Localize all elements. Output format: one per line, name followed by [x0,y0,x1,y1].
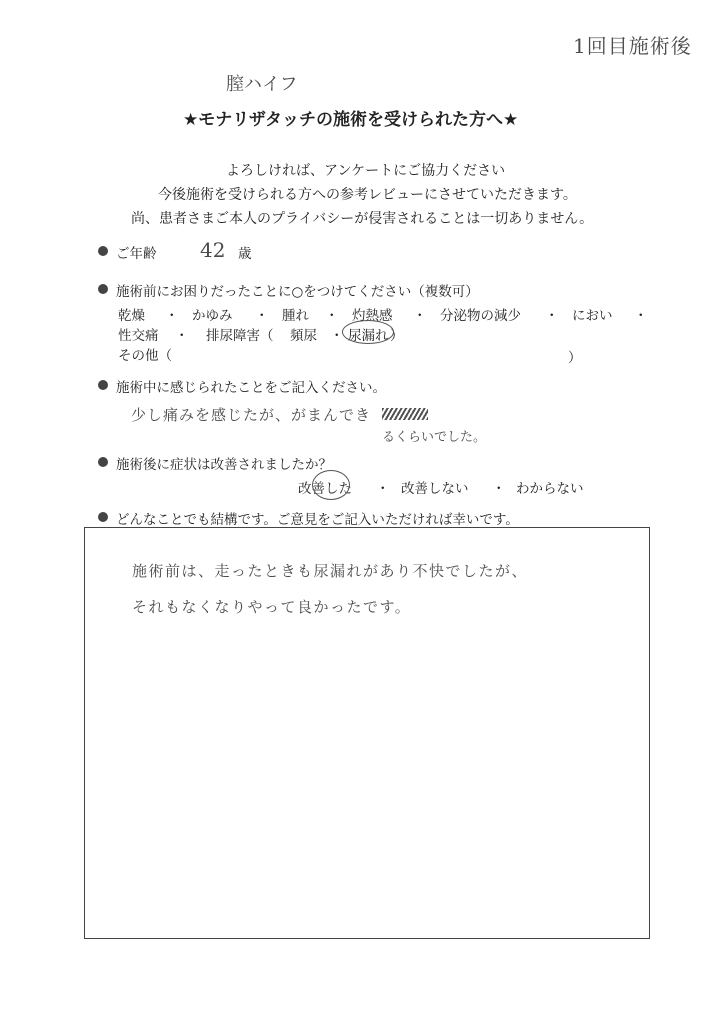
option-discharge-decrease[interactable]: 分泌物の減少 [440,308,521,324]
corner-note: 1回目施術後 [573,34,692,58]
separator: ・ [325,308,339,324]
option-burning[interactable]: 灼熱感 [352,308,393,324]
separator: ・ [634,308,648,324]
before-question: 施術前にお困りだったことに○をつけてください（複数可） [116,284,479,300]
close-paren: ） [390,328,404,344]
option-odor[interactable]: におい [572,308,613,324]
separator: ・ [492,481,506,497]
intro-line-2: 今後施術を受けられる方への参考レビューにさせていただきます。 [158,187,577,203]
comment-question: どんなことでも結構です。ご意見をご記入いただければ幸いです。 [116,512,519,528]
during-answer-line-1: 少し痛みを感じたが、がまんでき [131,406,372,424]
during-answer-line-2: るくらいでした。 [382,430,487,445]
option-dryness[interactable]: 乾燥 [118,308,145,324]
circled-urine-leakage-mark [342,320,394,344]
bullet-age [98,246,108,256]
separator: ・ [175,328,189,344]
age-answer: 42 [200,238,226,262]
bullet-after [98,457,108,467]
other-close: ） [568,350,582,366]
intro-line-3: 尚、患者さまご本人のプライバシーが侵害されることは一切ありません。 [131,211,594,227]
separator: ・ [376,481,390,497]
bullet-comment [98,512,108,522]
other-open: その他（ [118,348,172,364]
separator: ・ [330,328,344,344]
intro-line-1: よろしければ、アンケートにご協力ください [226,163,506,179]
option-swelling[interactable]: 腫れ [282,308,309,324]
option-urination-disorder[interactable]: 排尿障害（ [206,328,274,344]
option-not-improved[interactable]: 改善しない [401,481,469,497]
bullet-before [98,284,108,294]
option-dyspareunia[interactable]: 性交痛 [118,328,159,344]
option-unknown[interactable]: わからない [516,481,584,497]
separator: ・ [165,308,179,324]
comment-answer-line-2: それもなくなりやって良かったです。 [132,598,412,616]
age-unit: 歳 [238,246,252,262]
circled-improved-mark [312,470,350,500]
during-question: 施術中に感じられたことをご記入ください。 [116,380,386,396]
scribble-strikeout [382,408,428,420]
separator: ・ [255,308,269,324]
option-improved[interactable]: 改善した [298,481,352,497]
after-question: 施術後に症状は改善されましたか？ [116,457,332,473]
option-itching[interactable]: かゆみ [192,308,233,324]
separator: ・ [413,308,427,324]
separator: ・ [545,308,559,324]
page-title: ★モナリザタッチの施術を受けられた方へ★ [183,110,519,130]
age-label: ご年齢 [116,246,157,262]
comment-answer-box[interactable] [84,527,650,939]
handwritten-procedure-name: 膣ハイフ [226,74,298,95]
bullet-during [98,380,108,390]
option-frequent-urination[interactable]: 頻尿 [290,328,317,344]
option-urine-leakage[interactable]: 尿漏れ [348,328,389,344]
comment-answer-line-1: 施術前は、走ったときも尿漏れがあり不快でしたが、 [132,562,529,580]
